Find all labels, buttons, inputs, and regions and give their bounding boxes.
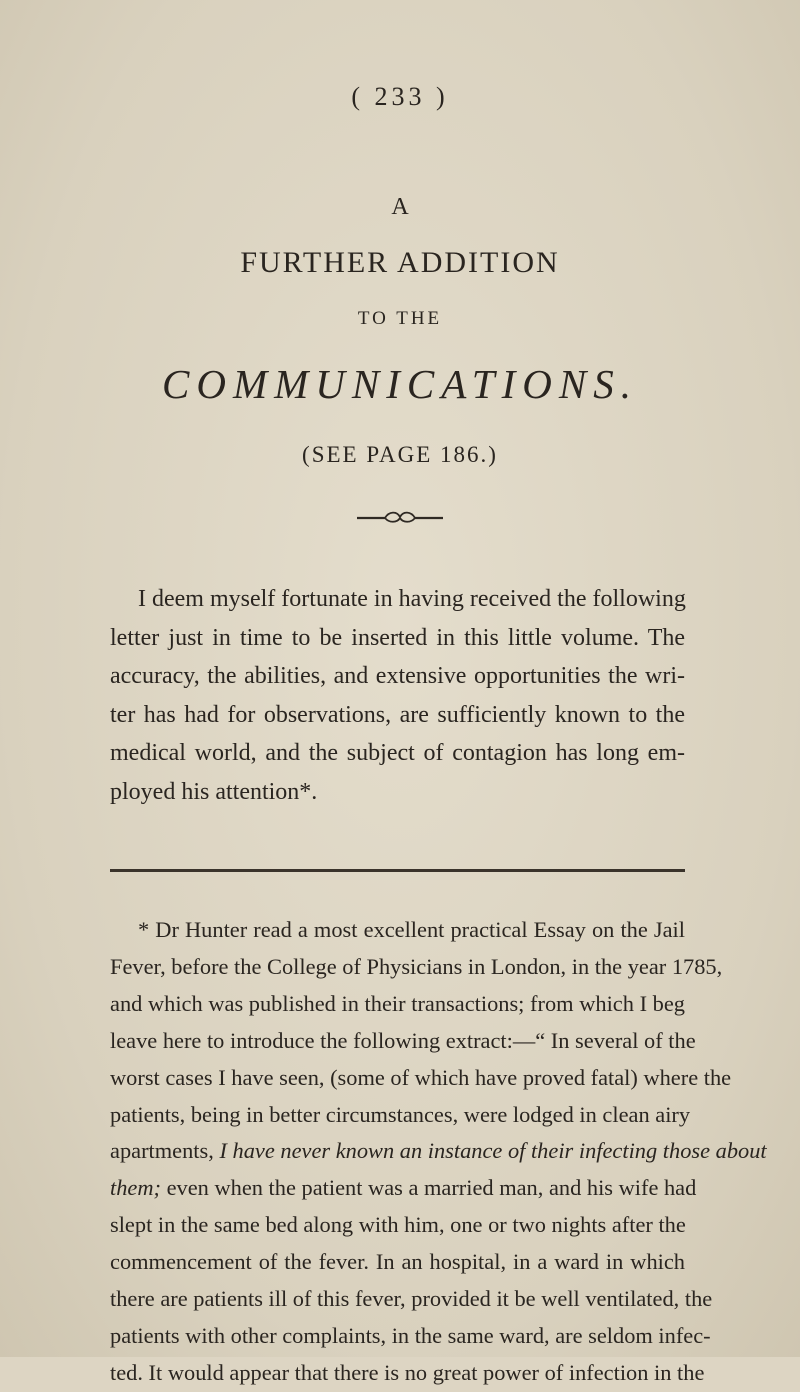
footnote-line: patients, being in better circumstances, were lodged in clean airy	[110, 1101, 691, 1127]
body-line: ter has had for observations, are sufficiently known to the	[110, 701, 685, 728]
heading-article: A	[391, 194, 409, 220]
footnote-line: patients with other complaints, in the same ward, are seldom infec-	[110, 1322, 711, 1348]
body-line: I deem myself fortunate in having received the following	[138, 586, 686, 612]
footnote-line: slept in the same bed along with him, one or two nights after the	[110, 1212, 686, 1238]
ornament-divider	[0, 509, 800, 530]
footnote-rule	[110, 869, 685, 872]
body-line: ployed his attention*.	[110, 778, 318, 805]
footnote-line: * Dr Hunter read a most excellent practical Essay on the Jail	[138, 917, 685, 942]
footnote-italic: I have never known an instance of their infecting those about	[219, 1138, 767, 1164]
footnote-line: commencement of the fever. In an hospital, in a ward in which	[110, 1249, 685, 1275]
body-line: letter just in time to be inserted in this little volume. The	[110, 624, 685, 651]
footnote-line: and which was published in their transactions; from which I beg	[110, 990, 685, 1016]
heading-reference: (SEE PAGE 186.)	[302, 442, 498, 467]
body-line: medical world, and the subject of contagion has long em-	[110, 740, 685, 766]
footnote-line: worst cases I have seen, (some of which have proved fatal) where the	[110, 1064, 732, 1090]
heading-main: COMMUNICATIONS.	[162, 361, 638, 407]
footnote	[110, 912, 767, 1392]
footnote-text: apartments,	[110, 1138, 214, 1164]
body-line: accuracy, the abilities, and extensive opportunities the wri-	[110, 663, 685, 689]
footnote-line: there are patients ill of this fever, provided it be well ventilated, the	[110, 1286, 713, 1312]
footnote-line	[110, 1170, 697, 1207]
footnote-italic: them;	[110, 1175, 161, 1201]
footnote-line: Fever, before the College of Physicians in London, in the year 1785,	[110, 953, 723, 979]
footnote-text: even when the patient was a married man, and his wife had	[166, 1175, 697, 1201]
heading-title: FURTHER ADDITION	[240, 246, 560, 279]
page-number: ( 233 )	[351, 82, 449, 111]
footnote-line: ted. It would appear that there is no great power of infection in the	[110, 1359, 705, 1385]
heading-to-the: TO THE	[357, 308, 443, 329]
footnote-line	[110, 1133, 767, 1170]
body-paragraph	[110, 580, 685, 811]
footnote-line: leave here to introduce the following extract:—“ In several of the	[110, 1027, 696, 1053]
ornament-icon	[355, 509, 445, 525]
